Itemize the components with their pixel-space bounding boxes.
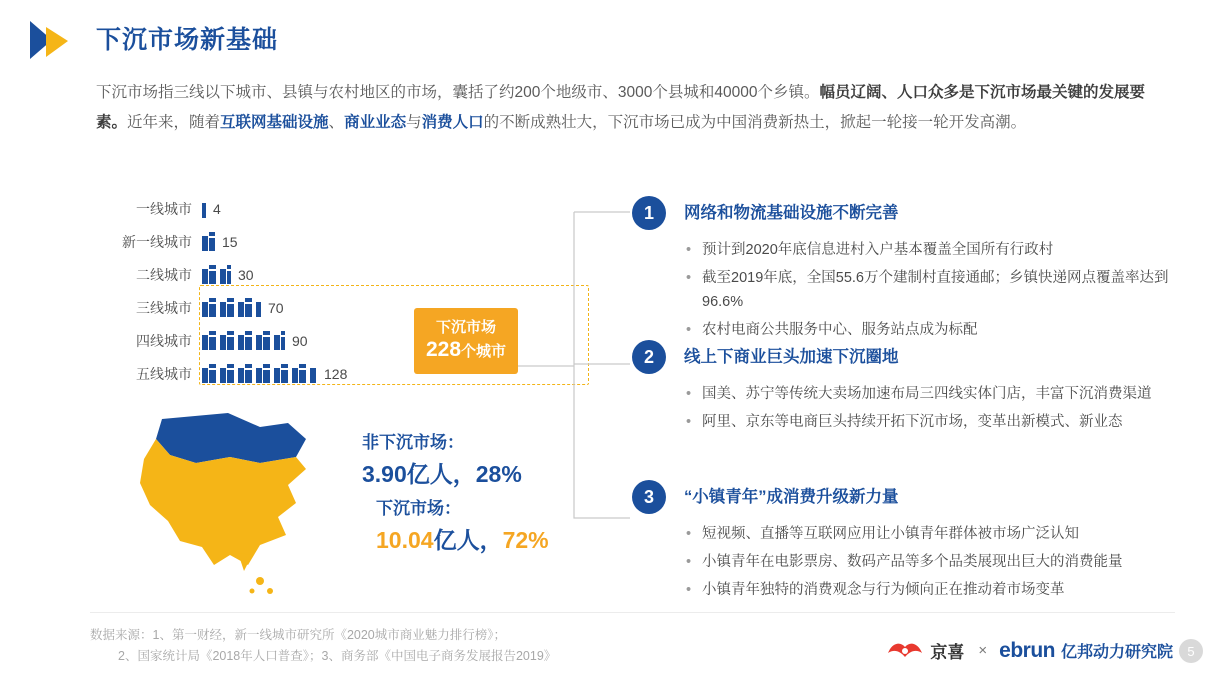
callout-value: 228 [425,338,462,362]
building-icon [220,364,235,383]
list-item: • 小镇青年在电影票房、数码产品等多个品类展现出巨大的消费能量 [684,550,1172,574]
list-item: • 短视频、直播等互联网应用让小镇青年群体被市场广泛认知 [684,522,1172,546]
building-icon [274,331,285,350]
chart-value-label: 90 [292,332,308,349]
footer-brand-row [886,638,1173,663]
intro-part-8: 的不断成熟壮大，下沉市场已成为中国消费新热土，掀起一轮接一轮开发高潮。 [483,114,1027,131]
building-icon [220,265,231,284]
chart-category-label: 一线城市 [136,200,192,217]
intro-part-5: 商业业态 [344,114,407,131]
point-number-badge: 2 [632,340,666,374]
chart-value-label: 70 [268,299,284,316]
ebrun-label: ebrun [999,638,1055,662]
chart-category-label: 四线城市 [136,332,192,349]
jingxi-label: 京喜 [930,643,965,662]
building-icon [256,331,271,350]
building-icon [220,298,235,317]
callout-value-row [414,337,518,363]
stat-separator: ， [479,527,503,553]
building-icon [202,199,206,218]
brand-separator: × [978,642,988,659]
chart-row [96,258,566,291]
page-title: 下沉市场新基础 [96,26,279,54]
stat-label: 下沉市场： [376,499,461,518]
list-item: • 阿里、京东等电商巨头持续开拓下沉市场，变革出新模式、新业态 [684,410,1172,434]
intro-part-2: 近年来，随着 [127,114,221,131]
chart-bar [202,230,218,254]
jingxi-mark-icon [886,639,924,663]
intro-part-1: 幅员辽阔、人口众多是下沉市场最关键的发展要素。 [96,84,1145,131]
building-icon [220,331,235,350]
source-line-2: 2、国家统计局《2018年人口普查》；3、商务部《中国电子商务发展报告2019》 [118,649,557,663]
building-icon [202,298,217,317]
point-number-badge: 1 [632,196,666,230]
building-icon [202,364,217,383]
building-icon [202,331,217,350]
point-heading: 网络和物流基础设施不断完善 [684,204,899,222]
chart-category-label: 新一线城市 [122,233,192,250]
list-item: • 农村电商公共服务中心、服务站点成为标配 [684,318,1172,342]
intro-part-4: 、 [328,114,345,131]
ebrun-logo [999,639,1173,663]
building-icon [256,364,271,383]
point-heading: 线上下商业巨头加速下沉圈地 [684,348,899,366]
building-icon [310,364,317,383]
callout-title: 下沉市场 [435,318,496,336]
stat-number: 10.04 [376,527,434,553]
chart-bar [202,263,234,287]
list-item: • 小镇青年独特的消费观念与行为倾向正在推动着市场变革 [684,578,1172,602]
list-item: • 截至2019年底，全国55.6万个建制村直接通邮；乡镇快递网点覆盖率达到96.6% [684,266,1172,314]
chart-row [96,192,566,225]
building-icon [238,364,253,383]
building-icon [202,232,215,251]
point-block-1 [632,196,1172,346]
point-block-3 [632,480,1172,606]
intro-part-7: 消费人口 [421,114,484,131]
building-icon [238,298,253,317]
footer-divider [90,612,1175,613]
chart-value-label: 30 [238,266,254,283]
point-bullet-list [684,382,1172,434]
building-icon [274,364,289,383]
stat-percent: 72% [502,527,549,553]
list-item: • 国美、苏宁等传统大卖场加速布局三四线实体门店，丰富下沉消费渠道 [684,382,1172,406]
page-number-badge: 5 [1179,639,1203,663]
point-block-2 [632,340,1172,438]
stat-percent: 28% [475,461,522,487]
stat-separator: ， [452,461,476,487]
chart-bar [202,197,209,221]
chart-value-label: 15 [222,233,238,250]
connector-lines [518,200,648,530]
jingxi-logo [886,638,964,663]
chart-value-label: 4 [213,200,221,217]
stat-label: 非下沉市场： [362,433,464,452]
chart-bar [202,329,288,353]
point-number-badge: 3 [632,480,666,514]
building-icon [292,364,307,383]
list-item: • 预计到2020年底信息进村入户基本覆盖全国所有行政村 [684,238,1172,262]
intro-part-0: 下沉市场指三线以下城市、县镇与农村地区的市场，囊括了约200个地级市、3000个县城和40000个乡镇。 [96,84,820,101]
source-note [90,625,556,667]
intro-part-6: 与 [406,114,422,131]
point-bullet-list [684,238,1172,342]
stat-number: 3.90 [362,461,407,487]
building-icon [238,331,253,350]
point-heading: “小镇青年”成消费升级新力量 [684,488,899,506]
intro-paragraph [96,78,1164,138]
play-triangle-logo [26,17,72,63]
intro-part-3: 互联网基础设施 [220,114,329,131]
chart-bar [202,296,264,320]
chart-bar [202,362,320,386]
china-map-shape-icon [110,405,340,600]
chart-category-label: 三线城市 [136,299,192,316]
non-sinking-market-stat [362,428,522,489]
callout-unit: 个城市 [461,343,507,361]
sinking-market-callout [414,308,518,374]
chart-value-label: 128 [324,365,348,382]
chart-category-label: 五线城市 [136,365,192,382]
point-bullet-list [684,522,1172,602]
stat-unit: 亿人 [406,461,453,487]
stat-unit: 亿人 [433,527,480,553]
ebrun-sublabel: 亿邦动力研究院 [1060,644,1173,661]
building-icon [202,265,217,284]
chart-category-label: 二线城市 [136,266,192,283]
source-line-1: 数据来源：1、第一财经，新一线城市研究所《2020城市商业魅力排行榜》； [90,628,507,642]
building-icon [256,298,261,317]
stat-value [362,456,522,489]
chart-row [96,225,566,258]
